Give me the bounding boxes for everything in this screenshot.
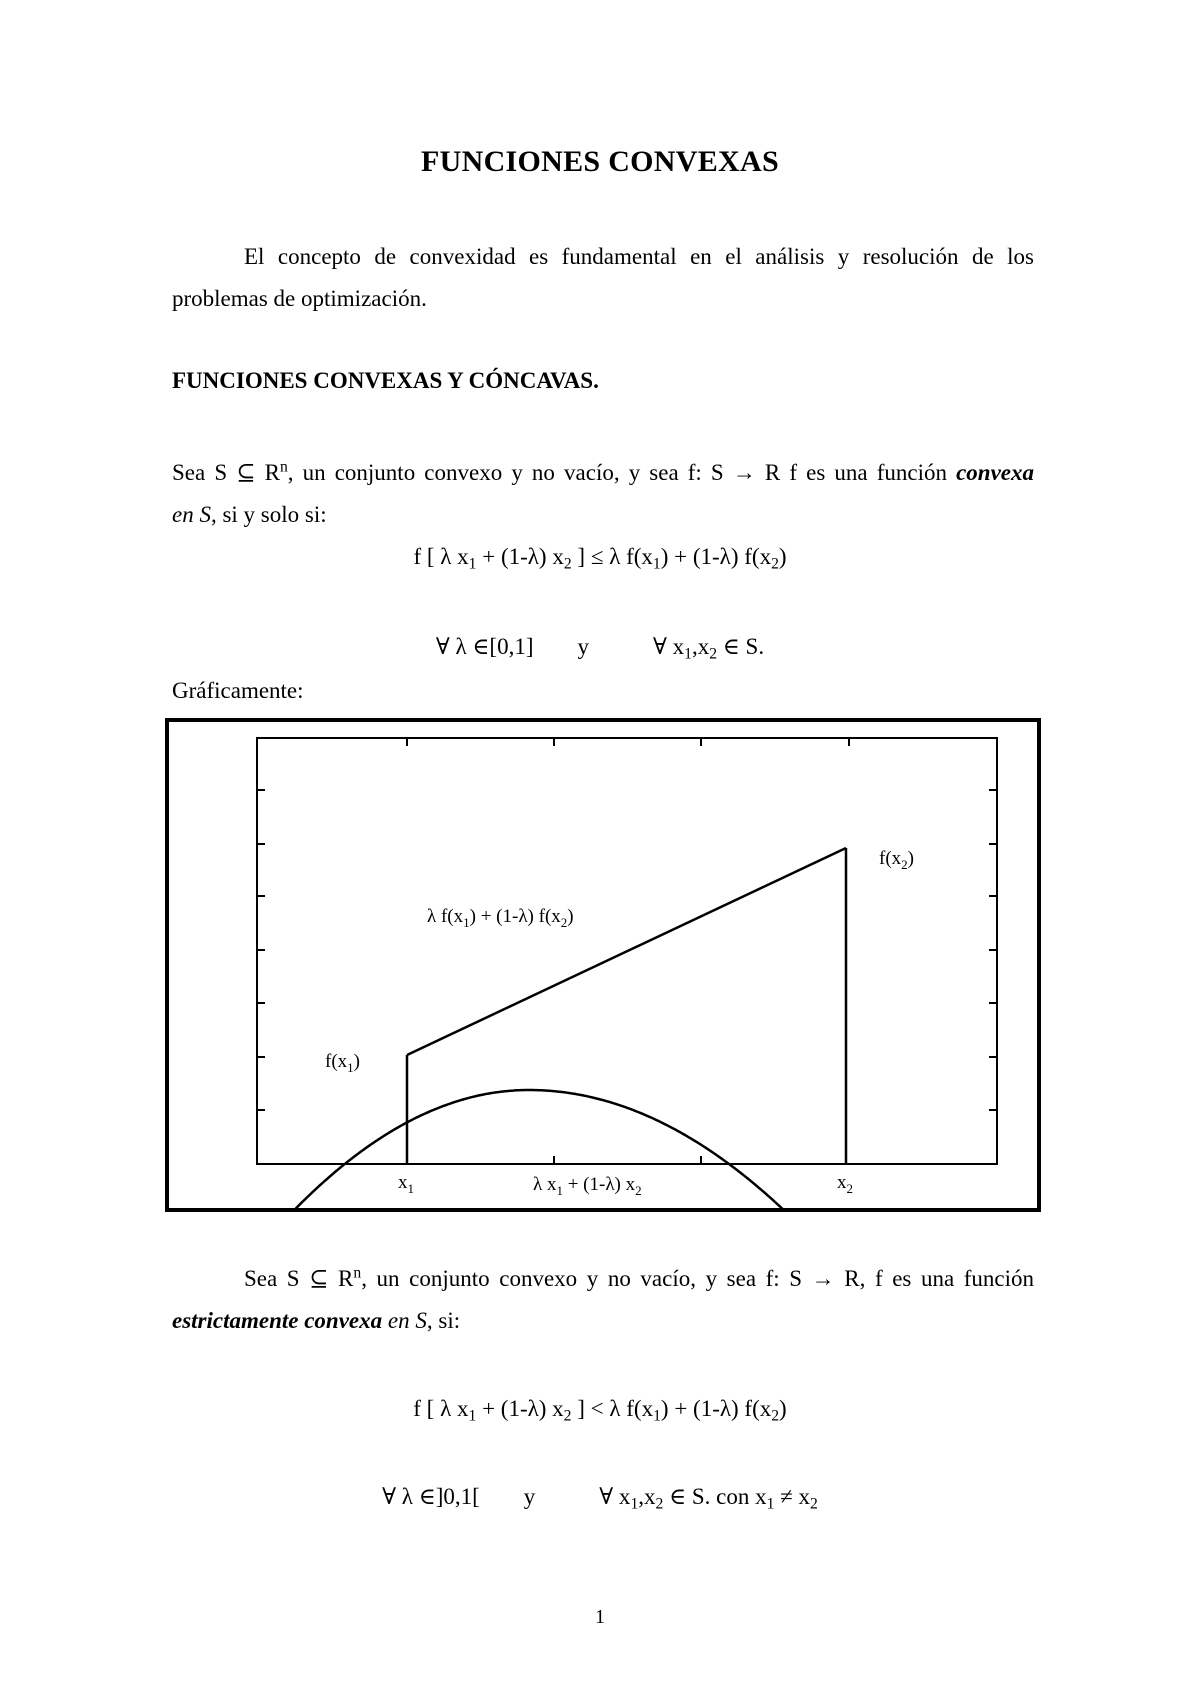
definition-text: , un conjunto convexo y no vacío, y sea f: S → R f es una función	[287, 460, 957, 485]
label-x2: $x_2$	[837, 1172, 853, 1196]
emphasis-en-s: en S	[387, 1308, 427, 1333]
emphasis-en-s: en S	[172, 502, 211, 527]
page-number: 1	[595, 1606, 605, 1628]
strict-quantifier: ∀ λ ∈]0,1[ y ∀ $x_1,x_2$ ∈ S. con $x_1 \ne x_2$	[382, 1484, 818, 1513]
left-ticks	[257, 790, 265, 1110]
right-ticks	[989, 790, 997, 1110]
superscript: n	[279, 458, 288, 476]
strict-definition-line-1	[172, 1258, 1034, 1300]
strict-definition	[172, 1258, 1034, 1342]
label-fx1: $f(x_1)$	[325, 1051, 360, 1075]
definition-text: , si y solo si:	[210, 502, 327, 527]
chord-line	[407, 848, 846, 1055]
top-ticks	[407, 738, 849, 746]
label-fx2: $f(x_2)$	[879, 848, 914, 872]
intro-paragraph: El concepto de convexidad es fundamental en el análisis y resolución de los problemas de optimización.	[172, 244, 1034, 311]
bottom-ticks	[554, 1156, 701, 1164]
page-title: FUNCIONES CONVEXAS	[421, 145, 779, 178]
section-heading: FUNCIONES CONVEXAS Y CÓNCAVAS.	[172, 368, 599, 393]
strict-inequality: f [ λ $x_1 + (1-\lambda)$ $x_2$ ] < λ $f(x_1) + (1-\lambda)$ $f(x_2)$	[413, 1396, 787, 1425]
definition-text: Sea S ⊆ R	[244, 1266, 354, 1291]
label-chord: λ $f(x_1) + (1-\lambda)$ $f(x_2)$	[427, 906, 574, 930]
definition-text: , si:	[426, 1308, 461, 1333]
graficamente-label: Gráficamente:	[172, 678, 304, 703]
convex-quantifier: ∀ λ ∈[0,1] y ∀ $x_1,x_2$ ∈ S.	[435, 634, 765, 663]
convex-definition	[172, 452, 1034, 536]
convex-definition-line-1	[172, 452, 1034, 494]
emphasis-estrictamente-convexa: estrictamente convexa	[172, 1308, 383, 1333]
label-convex-combination: λ $x_1 + (1-\lambda)$ $x_2$	[533, 1174, 642, 1198]
superscript: n	[353, 1264, 362, 1282]
convexity-figure	[165, 718, 1041, 1212]
emphasis-convexa: convexa	[956, 460, 1034, 485]
convex-inequality: f [ λ $x_1 + (1-\lambda)$ $x_2$ ] ≤ λ $f(x_1) + (1-\lambda)$ $f(x_2)$	[413, 544, 787, 573]
convexity-plot	[169, 722, 1037, 1208]
label-x1: $x_1$	[398, 1172, 414, 1196]
definition-text: Sea S ⊆ R	[172, 460, 280, 485]
strict-definition-line-2	[172, 1300, 1034, 1342]
definition-text: , un conjunto convexo y no vacío, y sea f: S → R, f es una función	[361, 1266, 1035, 1291]
convex-definition-line-2	[172, 494, 1034, 536]
